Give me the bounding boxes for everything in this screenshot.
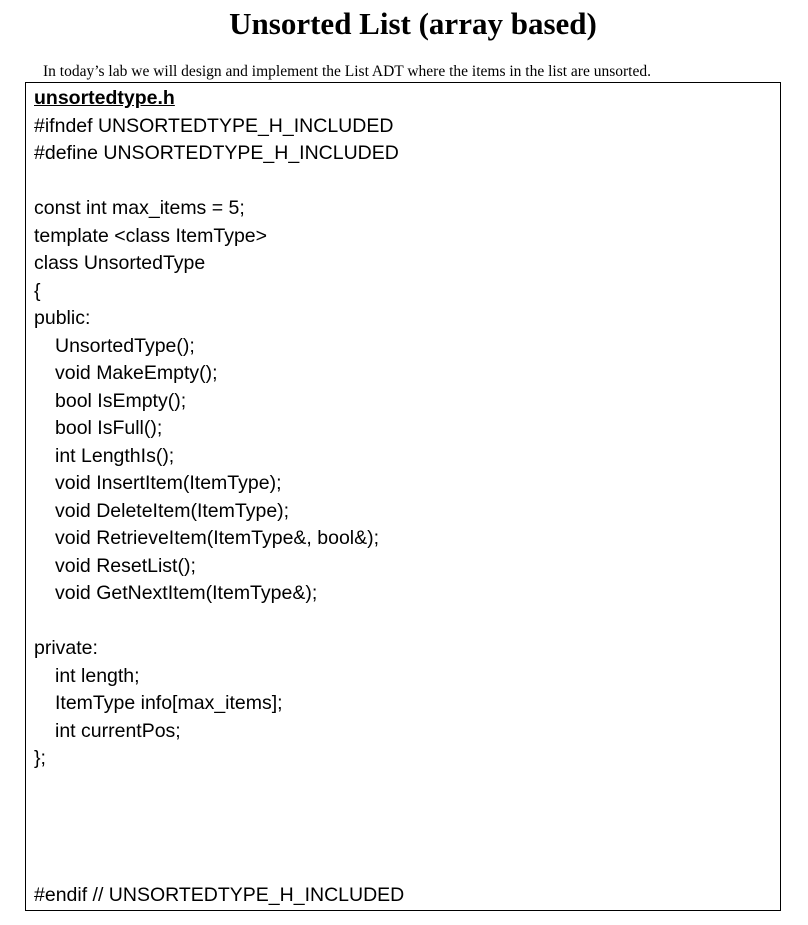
intro-text: In today’s lab we will design and implement the List ADT where the items in the list are unsorted.: [43, 63, 651, 80]
code-line: void DeleteItem(ItemType);: [55, 499, 290, 522]
code-line: #ifndef UNSORTEDTYPE_H_INCLUDED: [34, 114, 394, 137]
code-line: bool IsFull();: [55, 417, 163, 439]
code-line: private:: [34, 637, 98, 659]
code-line: public:: [34, 307, 91, 329]
code-line: int LengthIs();: [55, 444, 175, 467]
code-line: [34, 608, 399, 636]
code-line: void GetNextItem(ItemType&);: [55, 582, 318, 604]
code-line: int length;: [55, 664, 140, 687]
code-line: int currentPos;: [55, 719, 181, 742]
code-line: void InsertItem(ItemType);: [55, 472, 282, 494]
code-line: };: [34, 747, 46, 769]
code-line: const int max_items = 5;: [34, 197, 245, 219]
code-line: {: [34, 279, 41, 302]
code-line: void ResetList();: [55, 554, 196, 577]
code-line: UnsortedType();: [55, 334, 195, 357]
code-line: [34, 168, 399, 196]
code-line: void MakeEmpty();: [55, 362, 218, 384]
code-line: void RetrieveItem(ItemType&, bool&);: [55, 527, 380, 549]
code-box: [25, 82, 781, 911]
code-line: #define UNSORTEDTYPE_H_INCLUDED: [34, 142, 399, 164]
page-title: Unsorted List (array based): [229, 6, 597, 41]
code-line: template <class ItemType>: [34, 224, 268, 247]
code-line: bool IsEmpty();: [55, 389, 187, 412]
code-line: class UnsortedType: [34, 252, 206, 274]
code-line: ItemType info[max_items];: [55, 692, 283, 714]
code-filename: unsortedtype.h: [34, 87, 175, 109]
code-listing: [34, 85, 399, 773]
code-endif-line: #endif // UNSORTEDTYPE_H_INCLUDED: [34, 883, 405, 906]
